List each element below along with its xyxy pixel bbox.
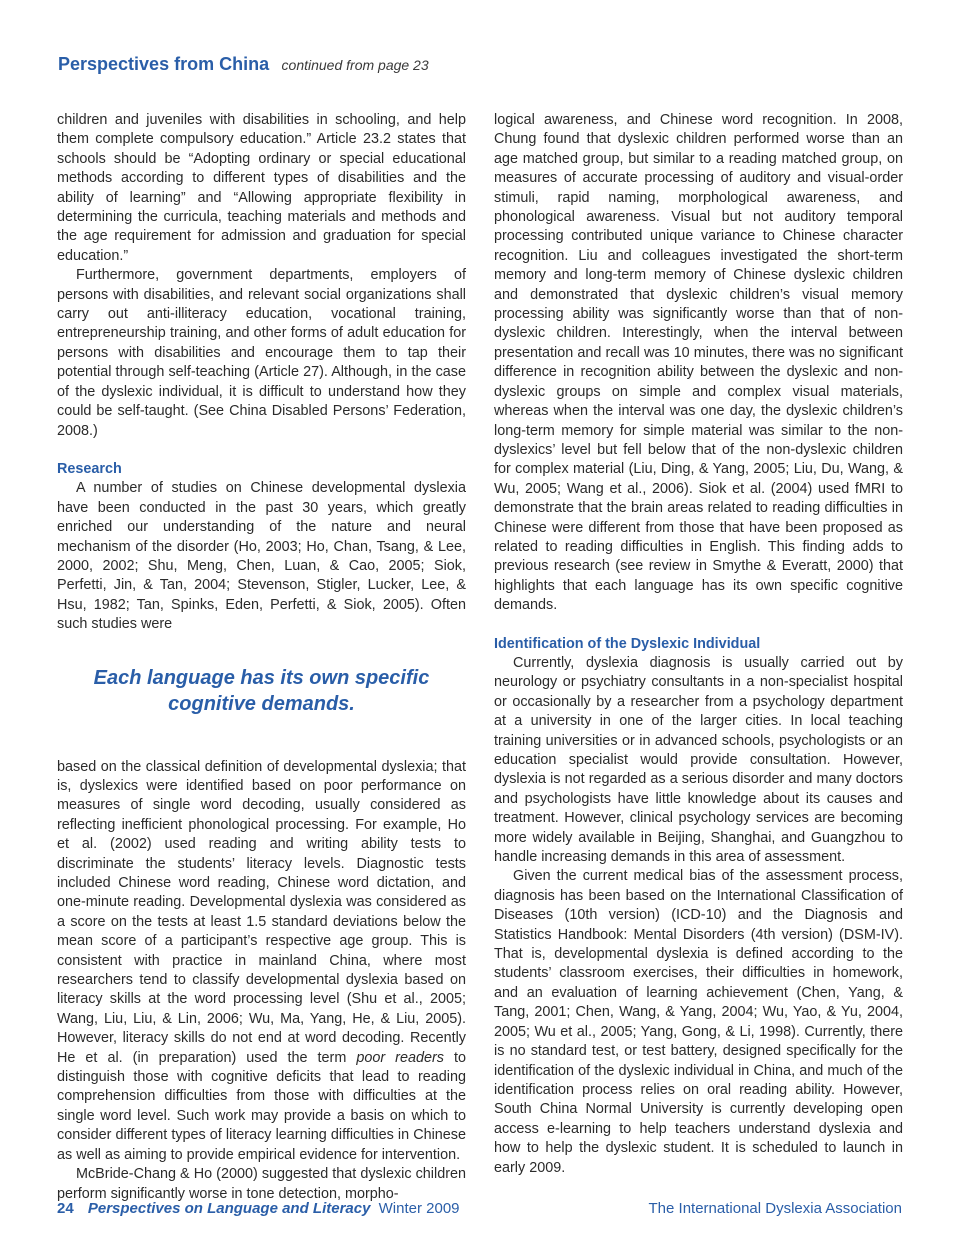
italic-term: poor readers (356, 1049, 444, 1066)
pull-quote: Each language has its own specific cognitive demands. (93, 666, 430, 715)
paragraph: A number of studies on Chinese developmental dyslexia have been conducted in the past 30 years, which greatly enriched our understanding of the nature and neural mechanism of the disorder (Ho, 2003; Ho, Chan, Tsang, & Lee, 2000, 2002; Shu, Meng, Chen, Luan, & Cao, 2005; Siok, Perfetti, Jin, & Tan, 2004; Stevenson, Stigler, Lucker, Lee, & Hsu, 1982; Tan, Spinks, Eden, Perfetti, & Siok, 2005). Often such studies were (57, 480, 466, 633)
paragraph: Currently, dyslexia diagnosis is usually carried out by neurology or psychiatry consultants in a non-specialist hospital or occasionally by a researcher from a psychology department at a university in one of the larger cities. In local teaching training universities or in advanced schools, psychologists or an education specialist would provide consultation. However, dyslexia is not regarded as a serious disorder and many doctors and psychologists have little knowledge about its causes and treatment. However, clinical psychology services are becoming more widely available in Beijing, Shanghai, and Guangzhou to handle increasing demands in this area of assessment. (494, 654, 903, 866)
left-column (57, 111, 466, 1204)
issue-date: Winter 2009 (378, 1200, 460, 1217)
page-number: 24 (57, 1200, 74, 1217)
organization-name: The International Dyslexia Association (648, 1200, 902, 1217)
publication-title: Perspectives on Language and Literacy (87, 1200, 371, 1217)
section-heading-identification: Identification of the Dyslexic Individual (494, 635, 761, 652)
right-column (494, 111, 903, 1178)
paragraph: Given the current medical bias of the assessment process, diagnosis has been based on the International Classification of Diseases (10th version) (ICD-10) and the Diagnosis and Statistics Handbook: Mental Disorders (4th version) (DSM-IV). That is, developmental dyslexia is defined according to the students’ classroom exercises, their difficulties in homework, and an evaluation of learning achievement (Chen, Yang, & Tang, 2001; Chen, Wang, & Yang, 2004; Wu, Yao, & Yu, 2004, 2005; Wu et al., 2005; Yang, Gong, & Li, 1998). Currently, there is no standard test, or test battery, designed specifically for the identification of the dyslexic individual in China, and much of the identification process relies on oral reading ability. However, South China Normal University is currently developing open access e-learning to help teachers understand dyslexia and how to help the dyslexic student. It is scheduled to launch in early 2009. (494, 868, 903, 1176)
continued-note: continued from page 23 (281, 57, 429, 73)
section-title: Perspectives from China (58, 54, 270, 74)
paragraph: logical awareness, and Chinese word recognition. In 2008, Chung found that dyslexic children performed worse than an age matched group, but similar to a reading matched group, on measures of accurate processing of auditory and visual-order stimuli, rapid naming, morphological awareness, and phonological awareness. Visual but not auditory temporal processing contributed unique variance to Chinese character recognition. Liu and colleagues investigated the short-term memory and long-term memory of Chinese dyslexic children and demonstrated that dyslexic children’s visual memory processing ability was significantly worse than that of non-dyslexic children. Interestingly, when the interval between presentation and recall was 10 minutes, there was no significant difference in recognition ability between the dyslexic and non-dyslexic groups on simple and complex visual materials, whereas when the interval was one day, the dyslexic children’s long-term memory for simple material was similar to the non-dyslexics’ level but fell below that of the non-dyslexic children for complex material (Liu, Ding, & Yang, 2005; Liu, Du, Wang, & Wu, 2005; Wang et al., 2006). Siok et al. (2004) used fMRI to demonstrate that the brain areas related to reading difficulties in Chinese were different from those that have been proposed as related to reading difficulties in English. This finding adds to previous research (see review in Smythe & Everatt, 2000) that highlights that each language has its own specific cognitive demands. (494, 112, 903, 614)
running-header (58, 54, 429, 75)
paragraph: children and juveniles with disabilities in schooling, and help them complete compulsory education.” Article 23.2 states that schools should be “Adopting ordinary or special educational methods according to different types of disabilities and the ability of learning” and “Allowing appropriate flexibility in determining the curricula, teaching materials and methods and the age requirement for admission and graduation for special education.” (57, 112, 466, 264)
paragraph: Furthermore, government departments, employers of persons with disabilities, and relevant social organizations shall carry out anti-illiteracy education, vocational training, entrepreneurship training, and other forms of adult education for persons with disabilities and encourage them to tap their potential through self-teaching (Article 27). Although, in the case of the dyslexic individual, it is difficult to understand how they could be self-taught. (See China Disabled Persons’ Federation, 2008.) (57, 267, 466, 439)
page-footer (57, 1200, 902, 1217)
section-heading-research: Research (57, 460, 122, 477)
paragraph: McBride-Chang & Ho (2000) suggested that dyslexic children perform significantly worse in tone detection, morpho- (57, 1166, 466, 1202)
paragraph: based on the classical definition of developmental dyslexia; that is, dyslexics were identified based on poor performance on measures of single word decoding, usually considered as reflecting inefficient phonological processing. For example, Ho et al. (2002) used reading and writing ability tests to discriminate the students’ literacy levels. Diagnostic tests included Chinese word reading, Chinese word dictation, and one-minute reading. Developmental dyslexia was considered as a score on the tests at least 1.5 standard deviations below the mean score of a participant’s respective age group. This is consistent with practice in mainland China, where most researchers tend to classify developmental dyslexia based on literacy skills at the word processing level (Shu et al., 2005; Wang, Liu, Liu, & Lin, 2006; Wu, Ma, Yang, He, & Liu, 2005). However, literacy skills do not end at word decoding. Recently He et al. (in preparation) used the term poor readers to distinguish those with cognitive deficits that lead to reading comprehension difficulties from those with difficulties at the single word level. Such work may provide a basis on which to consider different types of literacy learning difficulties in Chinese as well as aiming to provide empirical evidence for intervention. (57, 758, 466, 1163)
